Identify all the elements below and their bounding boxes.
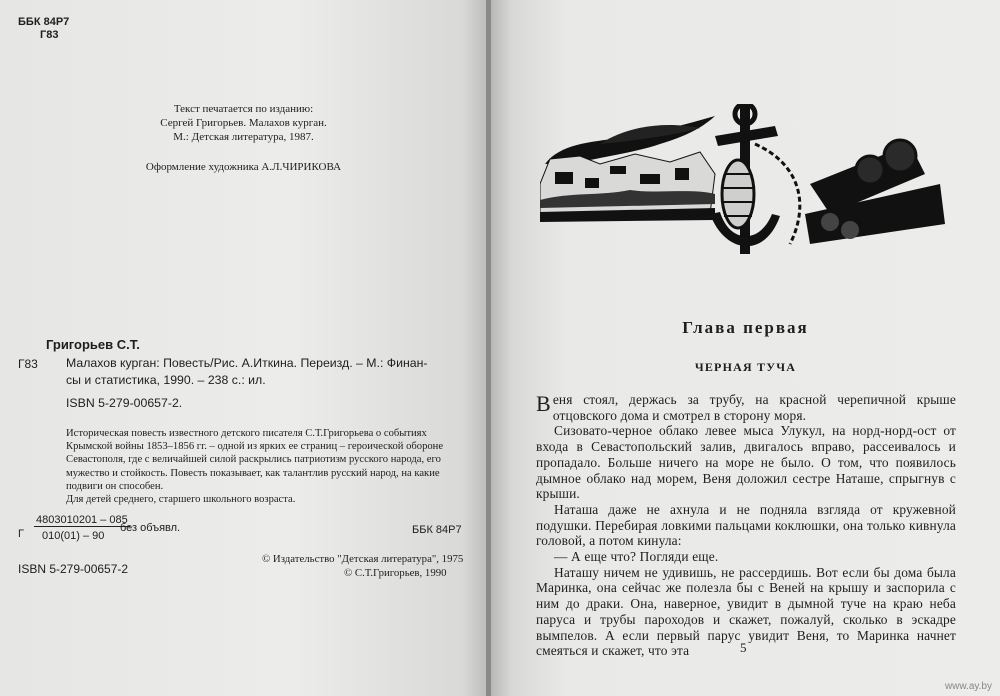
- no-advertisement: без объявл.: [120, 522, 181, 534]
- chapter-text: [536, 392, 956, 659]
- fraction-denominator: 010(01) – 90: [42, 530, 105, 542]
- drop-cap: В: [536, 391, 551, 416]
- paragraph: Сизовато-черное облако левее мыса Улукул, на норд-норд-ост от входа в Севастопольский залив, двигалось вправо, рассеивалось и пропадало. Больше ничего на море не было. О том, что появилось дымное облако над морем, Веня доложил сестре Наташе, спрыгнув с крыши.: [536, 423, 956, 502]
- fraction-numerator: 4803010201 – 085: [36, 514, 128, 526]
- annotation-line: Крымской войны 1853–1856 гг. – одной из ярких ее страниц – героической обороне: [66, 441, 444, 453]
- edition-line: Текст печатается по изданию:: [173, 103, 314, 115]
- bbk-code-bottom: ББК 84Р7: [412, 524, 462, 536]
- paragraph: Наташа даже не ахнула и не подняла взгляда от кружевной подушки. Перебирая ловкими пальцами коклюшки, она только кивнула головой, а потом кинула:: [536, 501, 956, 549]
- audience-note: Для детей среднего, старшего школьного возраста.: [66, 494, 296, 505]
- annotation-line: Севастополя, где с величайшей силой раскрылись патриотизм русского народа, его: [66, 454, 441, 466]
- left-page: [0, 0, 487, 696]
- annotation-line: подвиги он способен.: [66, 480, 164, 492]
- edition-note: [0, 102, 487, 144]
- bbk-code-top: ББК 84Р7: [18, 16, 70, 28]
- isbn-bottom: ISBN 5-279-00657-2: [18, 562, 129, 576]
- g-letter: Г: [18, 528, 24, 540]
- cannon-icon: [805, 140, 945, 244]
- anchor-icon: [710, 104, 800, 254]
- annotation-line: мужество и стойкость. Повесть показывает, как талантлив русский народ, на какие: [66, 467, 440, 479]
- edition-line: М.: Детская литература, 1987.: [173, 131, 314, 143]
- annotation-line: Историческая повесть известного детского писателя С.Т.Григорьева о событиях: [66, 428, 427, 439]
- chapter-heading: Глава первая: [682, 318, 809, 337]
- copyright-publisher: © Издательство "Детская литература", 1975: [262, 553, 464, 565]
- library-code-top: Г83: [40, 29, 59, 41]
- title-line: сы и статистика, 1990. – 238 с.: ил.: [66, 373, 266, 387]
- paragraph: — А еще что? Погляди еще.: [554, 549, 719, 565]
- author-name: Григорьев С.Т.: [46, 337, 140, 352]
- annotation: [66, 427, 443, 493]
- illustrator-credit: Оформление художника А.Л.ЧИРИКОВА: [145, 161, 342, 173]
- edition-line: Сергей Григорьев. Малахов курган.: [160, 117, 327, 129]
- watermark: www.ay.by: [944, 681, 992, 692]
- chapter-illustration: [540, 104, 945, 264]
- isbn: ISBN 5-279-00657-2.: [66, 396, 183, 410]
- paragraph-text: отцовского дома и смотрел в сторону моря.: [552, 407, 807, 423]
- town-houses: [540, 152, 715, 222]
- paragraph-text: еня стоял, держась за трубу, на красной черепичной крыше: [552, 392, 956, 407]
- paragraph: [536, 392, 956, 423]
- chapter-title: ЧЕРНАЯ ТУЧА: [694, 360, 797, 374]
- page-number: 5: [740, 640, 747, 655]
- library-code-side: Г83: [18, 357, 38, 371]
- copyright-author: © С.Т.Григорьев, 1990: [344, 567, 447, 579]
- paragraph: Наташу ничем не удивишь, не рассердишь. Вот если бы дома была Маринка, она сейчас же полезла бы с Веней на крышу и заспорила с ним до драки. Она, наверное, увидит в дымной туче на краю неба паруса и трубы пароходов и скажет, пожалуй, сколько в эскадре вымпелов. А если первый парус увидит Веня, то Маринка начнет смеяться и скажет, что эта: [536, 564, 956, 659]
- title-line: Малахов курган: Повесть/Рис. А.Иткина. Переизд. – М.: Финан-: [66, 356, 428, 370]
